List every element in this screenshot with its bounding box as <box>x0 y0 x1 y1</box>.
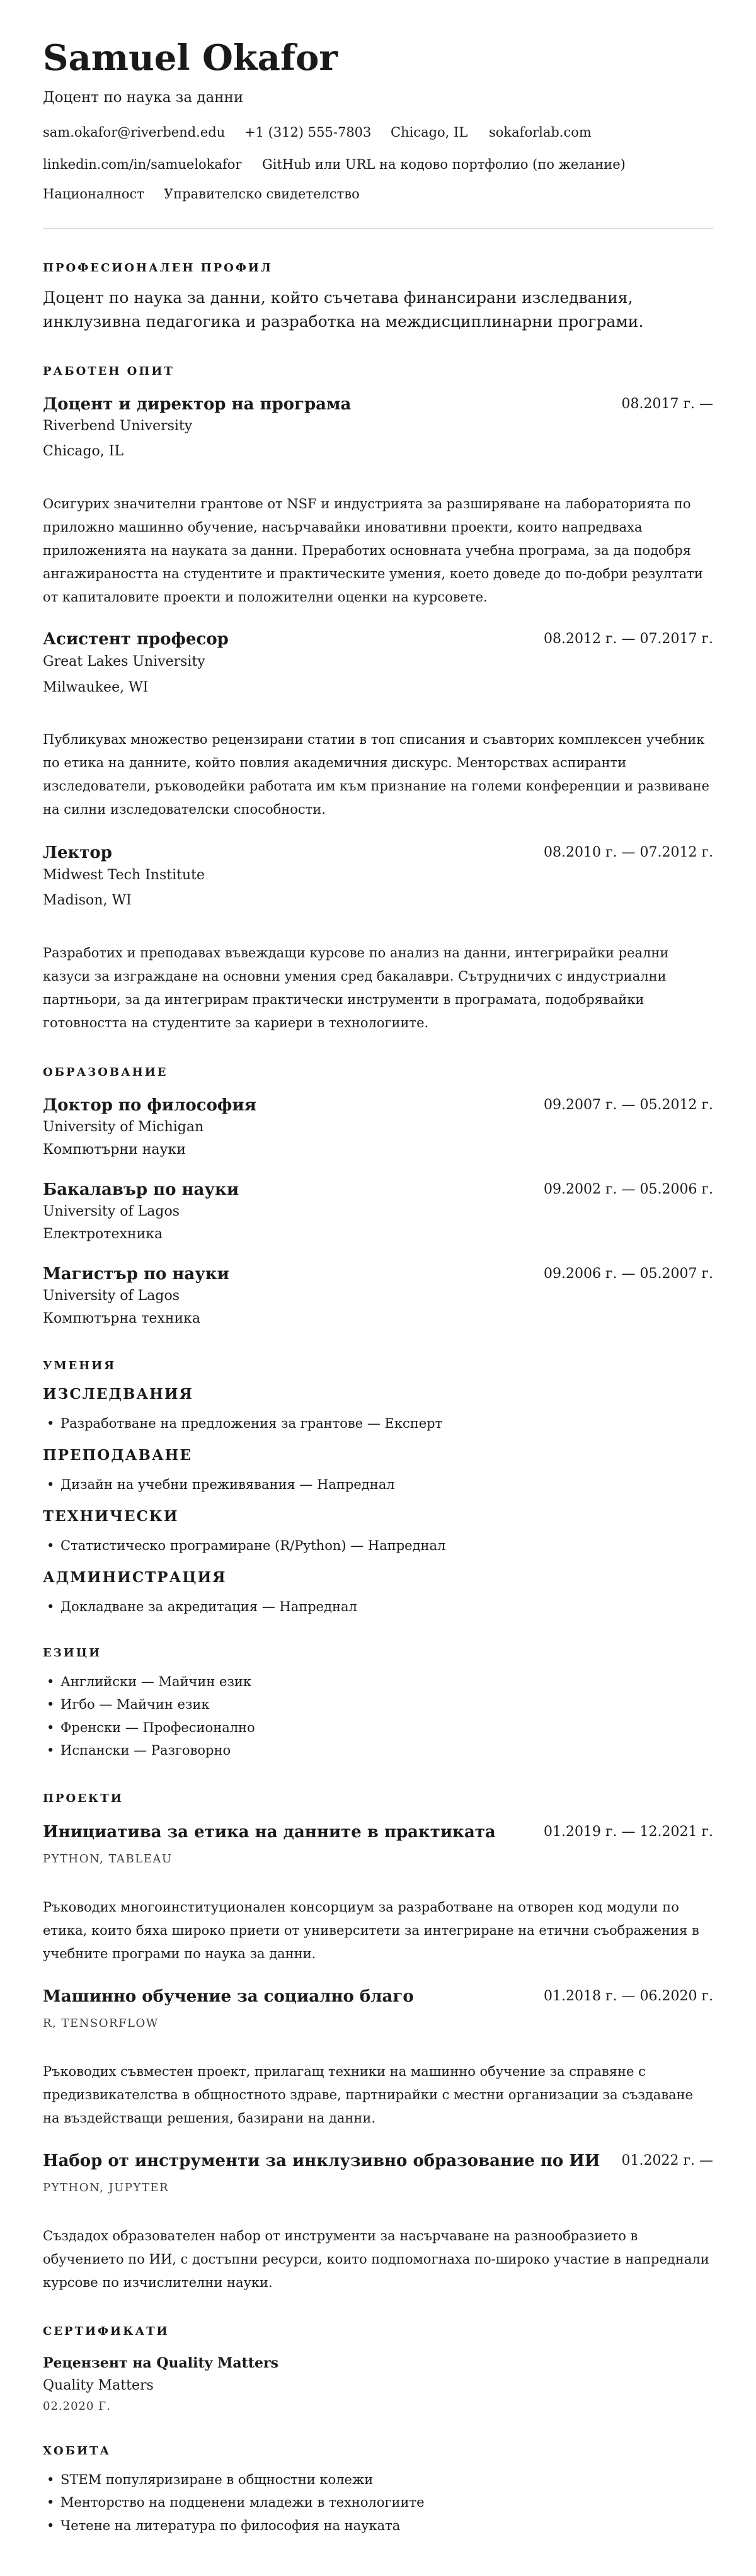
skill-group-title: ИЗСЛЕДВАНИЯ <box>43 1386 193 1403</box>
skill-item: • Статистическо програмиране (R/Python) — Напреднал <box>43 1536 445 1555</box>
project-dates: 01.2018 г. — 06.2020 г. <box>544 1988 713 2004</box>
github-link[interactable]: GitHub или URL на кодово портфолио (по желание) <box>262 157 626 172</box>
language-item: • Испански — Разговорно <box>43 1741 231 1760</box>
job-dates: 08.2010 г. — 07.2012 г. <box>544 845 713 860</box>
job-location: Chicago, IL <box>43 443 124 459</box>
project-title: Машинно обучение за социално благо <box>43 1987 414 2006</box>
projects-heading: ПРОЕКТИ <box>43 1792 123 1805</box>
degree-title: Бакалавър по науки <box>43 1180 239 1199</box>
location: Chicago, IL <box>391 125 468 140</box>
job-dates: 08.2017 г. — <box>621 396 713 412</box>
phone-number[interactable]: +1 (312) 555-7803 <box>244 125 372 140</box>
job-employer: Great Lakes University <box>43 654 205 670</box>
certificate-date: 02.2020 Г. <box>43 2400 111 2413</box>
header-divider <box>43 228 713 229</box>
education-heading: ОБРАЗОВАНИЕ <box>43 1066 168 1079</box>
nationality: Националност <box>43 186 144 202</box>
profile-heading: ПРОФЕСИОНАЛЕН ПРОФИЛ <box>43 261 273 275</box>
certificate-issuer: Quality Matters <box>43 2378 154 2393</box>
hobbies-heading: ХОБИТА <box>43 2444 112 2458</box>
degree-field: Компютърна техника <box>43 1311 201 1326</box>
degree-school: University of Lagos <box>43 1288 180 1304</box>
experience-heading: РАБОТЕН ОПИТ <box>43 365 175 378</box>
job-title: Лектор <box>43 843 112 862</box>
degree-title: Магистър по науки <box>43 1265 229 1284</box>
skills-heading: УМЕНИЯ <box>43 1359 117 1372</box>
certificates-heading: СЕРТИФИКАТИ <box>43 2325 169 2338</box>
candidate-name: Samuel Okafor <box>43 37 338 79</box>
certificate-name: Рецензент на Quality Matters <box>43 2355 278 2371</box>
skill-item: • Разработване на предложения за грантове — Експерт <box>43 1414 442 1433</box>
skill-item: • Дизайн на учебни преживявания — Напреднал <box>43 1475 395 1494</box>
degree-field: Компютърни науки <box>43 1142 186 1158</box>
language-item: • Френски — Професионално <box>43 1718 255 1737</box>
profile-text: Доцент по наука за данни, който съчетава финансирани изследвания, инклузивна педагогика и разработка на междисциплинарни програми. <box>43 288 644 331</box>
job-location: Milwaukee, WI <box>43 680 149 695</box>
degree-title: Доктор по философия <box>43 1096 256 1115</box>
skill-group-title: АДМИНИСТРАЦИЯ <box>43 1569 227 1586</box>
skill-item: • Докладване за акредитация — Напреднал <box>43 1597 357 1616</box>
project-title: Инициатива за етика на данните в практиката <box>43 1823 496 1842</box>
degree-field: Електротехника <box>43 1226 163 1242</box>
job-employer: Riverbend University <box>43 418 193 434</box>
languages-heading: ЕЗИЦИ <box>43 1646 102 1660</box>
degree-dates: 09.2006 г. — 05.2007 г. <box>544 1266 713 1282</box>
project-dates: 01.2019 г. — 12.2021 г. <box>544 1824 713 1840</box>
language-item: • Английски — Майчин език <box>43 1672 251 1691</box>
language-item: • Игбо — Майчин език <box>43 1695 210 1714</box>
candidate-title: Доцент по наука за данни <box>43 89 244 106</box>
hobby-item: • STEM популяризиране в общностни колежи <box>43 2470 373 2489</box>
website-link[interactable]: sokaforlab.com <box>489 125 592 140</box>
job-description: Осигурих значителни грантове от NSF и индустрията за разширяване на лабораторията по приложно машинно обучение, насърчавайки иновативни проекти, които напредваха приложенията на науката за данни. Преработих основната учебна програма, за да подобря ангажираността на студентите и практическите умения, което доведе до по-добри резултати от капиталовите проекти и положителни оценки на курсовете. <box>43 496 703 605</box>
degree-school: University of Lagos <box>43 1204 180 1219</box>
degree-dates: 09.2007 г. — 05.2012 г. <box>544 1097 713 1113</box>
job-description: Разработих и преподавах въвеждащи курсове по анализ на данни, интегрирайки реални казуси за изграждане на основни умения сред бакалаври. Сътрудничих с индустриални партньори, за да интегрирам практически инструменти в програмата, подобрявайки готовността на студентите за кариери в технологиите. <box>43 945 669 1030</box>
project-description: Ръководих многоинституционален консорциум за разработване на отворен код модули по етика, които бяха широко приети от университети за интегриране на етични съображения в учебните програми по наука за данни. <box>43 1900 699 1961</box>
project-description: Ръководих съвместен проект, прилагащ техники на машинно обучение за справяне с предизвикателства в общностното здраве, партнирайки с местни организации за създаване на въздействащи решения, базирани на данни. <box>43 2064 694 2126</box>
linkedin-link[interactable]: linkedin.com/in/samuelokafor <box>43 157 242 172</box>
email-link[interactable]: sam.okafor@riverbend.edu <box>43 125 226 140</box>
project-title: Набор от инструменти за инклузивно образование по ИИ <box>43 2151 600 2170</box>
job-description: Публикувах множество рецензирани статии в топ списания и съавторих комплексен учебник по етика на данните, който повлия академичния дискурс. Менторствах аспиранти изследователи, ръководейки работата им към признание на големи конференции и развиване на силни изследователски способности. <box>43 732 709 817</box>
project-tech: PYTHON, TABLEAU <box>43 1852 173 1866</box>
job-location: Madison, WI <box>43 892 132 908</box>
driving-license: Управителско свидетелство <box>164 186 360 202</box>
degree-dates: 09.2002 г. — 05.2006 г. <box>544 1182 713 1197</box>
job-title: Асистент професор <box>43 630 229 649</box>
project-tech: R, TENSORFLOW <box>43 2017 159 2030</box>
hobby-item: • Четене на литература по философия на науката <box>43 2516 400 2535</box>
degree-school: University of Michigan <box>43 1119 204 1135</box>
hobby-item: • Менторство на подценени младежи в технологиите <box>43 2493 425 2512</box>
job-dates: 08.2012 г. — 07.2017 г. <box>544 631 713 647</box>
project-tech: PYTHON, JUPYTER <box>43 2181 169 2194</box>
skill-group-title: ТЕХНИЧЕСКИ <box>43 1508 179 1525</box>
skill-group-title: ПРЕПОДАВАНЕ <box>43 1447 192 1464</box>
project-dates: 01.2022 г. — <box>621 2153 713 2169</box>
job-employer: Midwest Tech Institute <box>43 867 205 883</box>
project-description: Създадох образователен набор от инструменти за насърчаване на разнообразието в обучението по ИИ, с достъпни ресурси, които подпомогнаха по-широко участие в напреднали курсове по изчислителни науки. <box>43 2228 709 2290</box>
job-title: Доцент и директор на програма <box>43 395 352 414</box>
